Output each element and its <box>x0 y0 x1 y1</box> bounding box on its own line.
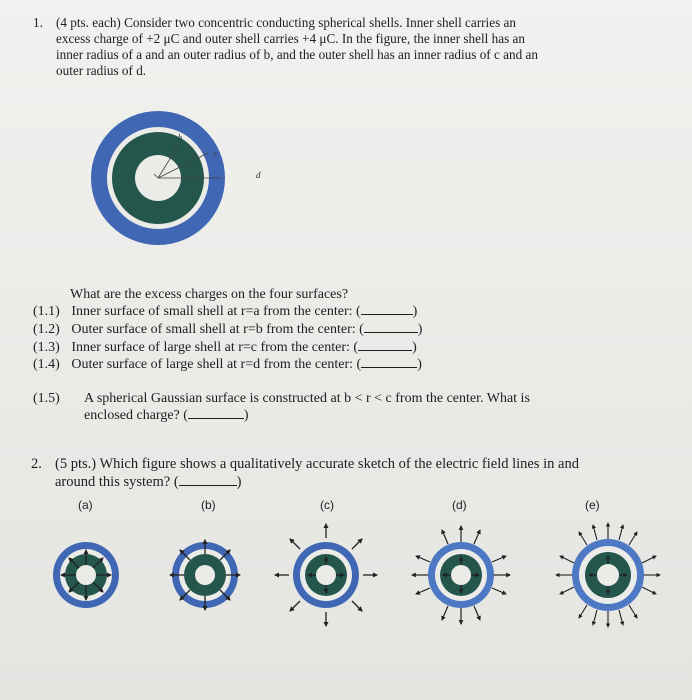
answer-close: ) <box>236 474 242 490</box>
part-number: (1.1) <box>33 304 60 319</box>
answer-blank[interactable] <box>364 332 418 333</box>
option-b-figure[interactable] <box>170 540 240 610</box>
part-text: Outer surface of small shell at r=b from the center: <box>71 322 356 337</box>
field-line-options <box>0 510 692 640</box>
answer-blank[interactable] <box>358 350 412 351</box>
answer-blank[interactable] <box>361 367 417 368</box>
answer-open: ( <box>356 304 361 319</box>
answer-blank[interactable] <box>361 314 413 315</box>
question-1-line: inner radius of a and an outer radius of b, and the outer shell has an inner radius of c and an <box>56 47 538 62</box>
option-label-e: (e) <box>585 498 600 512</box>
question-1-number: 1. <box>33 15 43 30</box>
question-2-number: 2. <box>31 456 42 472</box>
answer-close: ) <box>243 408 249 423</box>
answer-close: ) <box>417 322 423 337</box>
answer-open: ( <box>356 357 362 372</box>
option-label-b: (b) <box>201 498 216 512</box>
option-label-a: (a) <box>78 498 93 512</box>
part-number: (1.3) <box>33 340 60 355</box>
answer-open: ( <box>359 322 364 337</box>
answer-blank[interactable] <box>179 485 237 486</box>
answer-close: ) <box>412 304 418 319</box>
part-1-3 <box>33 340 417 356</box>
label-d: d <box>256 170 261 180</box>
question-1-line: (4 pts. each) Consider two concentric conducting spherical shells. Inner shell carries an <box>56 15 516 30</box>
answer-open: ( <box>183 408 188 423</box>
question-2-line: around this system? <box>55 474 171 490</box>
question-1-line: excess charge of +2 μC and outer shell carries +4 μC. In the figure, the inner shell has an <box>56 31 525 46</box>
label-b: b <box>178 133 182 142</box>
option-d-figure[interactable] <box>412 526 510 624</box>
part-text: Inner surface of large shell at r=c from the center: <box>71 340 350 355</box>
label-c: c <box>214 149 218 158</box>
question-1-prompt: What are the excess charges on the four surfaces? <box>70 287 349 302</box>
answer-close: ) <box>417 357 422 372</box>
concentric-shells-figure <box>50 100 290 280</box>
question-1-line: outer radius of d. <box>56 63 147 78</box>
answer-open: ( <box>173 474 179 490</box>
part-text: Inner surface of small shell at r=a from the center: <box>71 304 353 319</box>
part-1-2 <box>33 322 422 338</box>
part-text: enclosed charge? <box>84 408 180 423</box>
option-label-d: (d) <box>452 498 467 512</box>
part-text: A spherical Gaussian surface is constructed at b < r < c from the center. What is <box>84 391 530 406</box>
option-c-figure[interactable] <box>275 524 377 626</box>
part-number: (1.4) <box>33 357 60 372</box>
answer-blank[interactable] <box>188 418 244 419</box>
question-2-line: (5 pts.) Which figure shows a qualitatively accurate sketch of the electric field lines in and <box>55 456 579 472</box>
option-a-figure[interactable] <box>53 542 119 608</box>
part-number: (1.5) <box>33 391 60 406</box>
answer-open: ( <box>353 340 359 355</box>
answer-close: ) <box>412 340 417 355</box>
part-1-1 <box>33 304 417 320</box>
option-label-c: (c) <box>320 498 334 512</box>
part-1-4 <box>33 357 422 373</box>
part-number: (1.2) <box>33 322 60 337</box>
option-e-figure[interactable] <box>556 523 660 627</box>
part-text: Outer surface of large shell at r=d from the center: <box>71 357 354 372</box>
